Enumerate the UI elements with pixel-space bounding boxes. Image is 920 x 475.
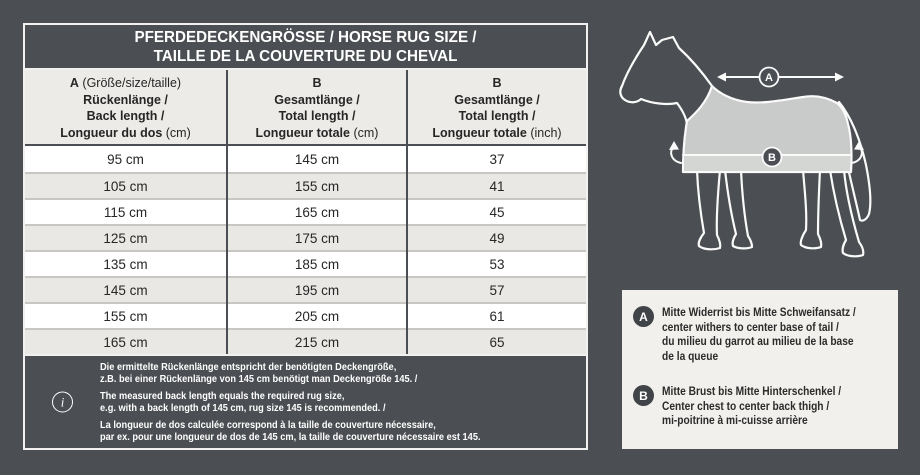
measure-a-arrowhead-right-icon <box>835 73 844 82</box>
cell-total-inch: 49 <box>408 224 586 250</box>
legend-marker-b: B <box>633 385 654 406</box>
table-title-line1: PFERDEDECKENGRÖSSE / HORSE RUG SIZE / <box>134 28 477 46</box>
table-title <box>25 25 586 70</box>
cell-total-cm: 155 cm <box>228 172 406 198</box>
curl-arrowhead-front-icon <box>669 141 679 150</box>
cell-total-inch: 53 <box>408 250 586 276</box>
horse-diagram-svg <box>600 0 920 290</box>
horse-hind-leg-far <box>801 170 822 248</box>
cell-back-length: 165 cm <box>25 328 226 354</box>
note-line-de-2: z.B. bei einer Rückenlänge von 145 cm benötigt man Deckengröße 145. / <box>100 373 418 385</box>
measurement-legend <box>622 290 898 449</box>
cell-back-length: 125 cm <box>25 224 226 250</box>
horse-front-leg-near <box>697 170 720 249</box>
table-note <box>25 354 586 448</box>
horse-head-outline <box>622 32 712 86</box>
cell-total-inch: 65 <box>408 328 586 354</box>
cell-back-length: 105 cm <box>25 172 226 198</box>
cell-total-cm: 195 cm <box>228 276 406 302</box>
table-row <box>25 302 586 328</box>
cell-total-cm: 165 cm <box>228 198 406 224</box>
table-row <box>25 172 586 198</box>
cell-back-length: 115 cm <box>25 198 226 224</box>
note-line-fr-2: par ex. pour une longueur de dos de 145 cm, la taille de couverture nécessaire est 145. <box>100 431 481 443</box>
legend-text-b: Mitte Brust bis Mitte Hinterschenkel / Center chest to center back thigh / mi-poitrine à mi-cuisse arrière <box>662 384 842 427</box>
note-line-en-1: The measured back length equals the required rug size, <box>100 389 345 402</box>
note-line-de-1: Die ermittelte Rückenlänge entspricht der benötigten Deckengröße, <box>100 360 397 373</box>
table-row <box>25 250 586 276</box>
table-title-line2: TAILLE DE LA COUVERTURE DU CHEVAL <box>153 47 458 65</box>
horse-measurement-diagram <box>600 0 920 290</box>
cell-total-cm: 205 cm <box>228 302 406 328</box>
legend-item-a <box>633 305 886 363</box>
legend-item-b <box>633 384 886 428</box>
cell-total-cm: 145 cm <box>228 146 406 172</box>
header-back-length: A (Größe/size/taille) Rückenlänge / Back length / Longueur du dos (cm) <box>25 70 226 144</box>
table-header-row <box>25 70 586 146</box>
cell-back-length: 155 cm <box>25 302 226 328</box>
note-line-en-2: e.g. with a back length of 145 cm, rug size 145 is recommended. / <box>100 402 386 414</box>
cell-total-cm: 215 cm <box>228 328 406 354</box>
table-row <box>25 276 586 302</box>
legend-text-a: Mitte Widerrist bis Mitte Schweifansatz / center withers to center base of tail / du milieu du garrot au milieu de la base de la queue <box>662 305 856 363</box>
info-icon: i <box>52 392 73 413</box>
cell-back-length: 145 cm <box>25 276 226 302</box>
table-row <box>25 224 586 250</box>
horse-chest-outline <box>620 86 687 171</box>
cell-total-cm: 185 cm <box>228 250 406 276</box>
cell-total-inch: 41 <box>408 172 586 198</box>
header-total-length-cm: B Gesamtlänge / Total length / Longueur totale (cm) <box>228 70 406 144</box>
header-total-length-inch: B Gesamtlänge / Total length / Longueur totale (inch) <box>408 70 586 144</box>
table-row <box>25 198 586 224</box>
marker-b-label: B <box>768 152 776 164</box>
legend-marker-a: A <box>633 306 654 327</box>
table-row <box>25 328 586 354</box>
cell-total-cm: 175 cm <box>228 224 406 250</box>
size-table <box>23 23 588 450</box>
horse-front-leg-far <box>725 170 752 248</box>
table-body <box>25 146 586 354</box>
measure-a-arrowhead-left-icon <box>717 73 726 82</box>
cell-back-length: 95 cm <box>25 146 226 172</box>
table-row <box>25 146 586 172</box>
marker-a-label: A <box>765 72 773 84</box>
cell-back-length: 135 cm <box>25 250 226 276</box>
note-line-fr-1: La longueur de dos calculée correspond à la taille de couverture nécessaire, <box>100 418 436 431</box>
cell-total-inch: 37 <box>408 146 586 172</box>
cell-total-inch: 45 <box>408 198 586 224</box>
cell-total-inch: 61 <box>408 302 586 328</box>
cell-total-inch: 57 <box>408 276 586 302</box>
